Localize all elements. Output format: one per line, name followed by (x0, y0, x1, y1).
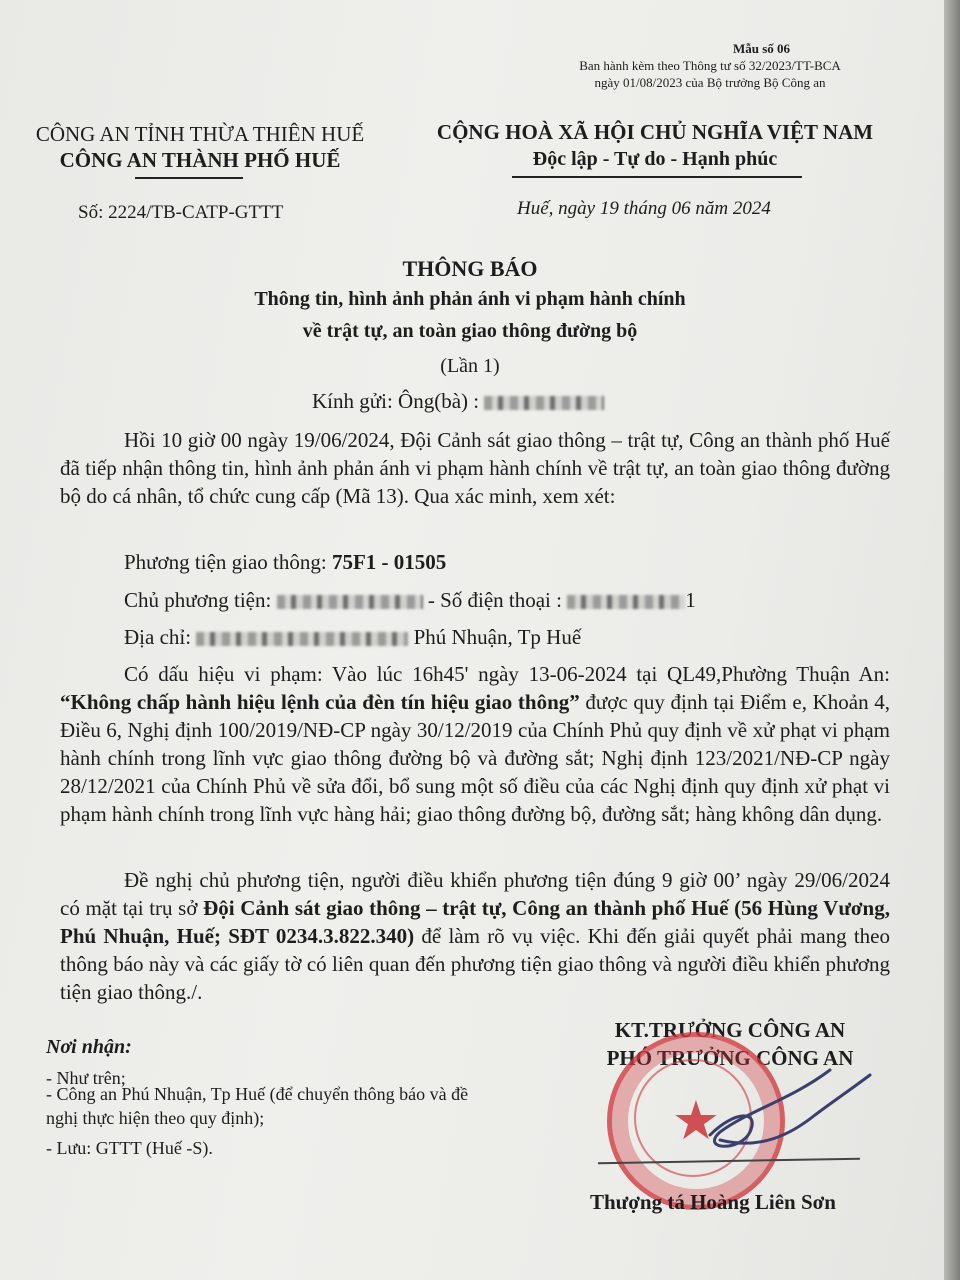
motto-underline (512, 176, 802, 178)
form-reference (560, 40, 860, 91)
handwritten-signature-icon (600, 1040, 900, 1190)
vehicle-label: Phương tiện giao thông: (124, 550, 327, 574)
form-ref-line-1: Ban hành kèm theo Thông tư số 32/2023/TT-BCA (579, 58, 841, 73)
request-text-2: để làm rõ vụ việc. Khi đến giải quyết phải mang theo thông báo này và các giấy tờ có liên quan đến phương tiện giao thông và người điều khiển phương tiện giao thông./. (60, 924, 891, 1004)
recipient-item: - Như trên; (46, 1068, 126, 1088)
violation-paragraph (60, 660, 890, 828)
recipient-item: - Công an Phú Nhuận, Tp Huế (để chuyển thông báo và đề nghị thực hiện theo quy định); (46, 1084, 469, 1128)
redacted-owner (277, 595, 423, 609)
phone-tail: 1 (685, 588, 696, 612)
violation-quote: “Không chấp hành hiệu lệnh của đèn tín hiệu giao thông” (60, 690, 580, 714)
document-number: Số: 2224/TB-CATP-GTTT (78, 202, 284, 223)
violation-text-2: được quy định tại Điểm e, Khoản 4, Điều 6, Nghị định 100/2019/NĐ-CP ngày 30/12/2019 của Chính Phủ quy định về xử phạt vi phạm hành chính trong lĩnh vực giao thông đường bộ và đường sắt; Nghị định 123/2021/NĐ-CP ngày 28/12/2021 của Chính Phủ về sửa đổi, bổ sung một số điều của các Nghị định quy định xử phạt vi phạm hành chính trong lĩnh vực hàng hải; giao thông đường bộ, đường sắt; hàng không dân dụng. (60, 690, 890, 826)
violation-text-1: Có dấu hiệu vi phạm: Vào lúc 16h45' ngày 13-06-2024 tại QL49,Phường Thuận An: (124, 662, 890, 686)
form-ref-line-2: ngày 01/08/2023 của Bộ trưởng Bộ Công an (594, 75, 826, 90)
nation-motto: Độc lập - Tự do - Hạnh phúc (532, 148, 778, 170)
recipient-line (312, 389, 604, 414)
request-location: Đội Cảnh sát giao thông – trật tự, Công an thành phố Huế (56 Hùng Vương, Phú Nhuận, Huế; SĐT 0234.3.822.340) (60, 896, 890, 948)
org-parent: CÔNG AN TỈNH THỪA THIÊN HUẾ (35, 122, 365, 146)
recipients-heading: Nơi nhận: (46, 1036, 132, 1058)
vehicle-plate: 75F1 - 01505 (331, 550, 447, 574)
request-text-1: Đề nghị chủ phương tiện, người điều khiển phương tiện đúng 9 giờ 00’ ngày 29/06/2024 có mặt tại trụ sở (60, 868, 890, 920)
notice-round: (Lần 1) (440, 355, 500, 377)
nation-title: CỘNG HOÀ XÃ HỘI CHỦ NGHĨA VIỆT NAM (436, 120, 874, 144)
redacted-address (196, 632, 408, 646)
seal-star-icon: ★ (671, 1091, 721, 1151)
signature-title-2: PHÓ TRƯỞNG CÔNG AN (606, 1046, 854, 1070)
redacted-phone (567, 595, 685, 609)
address-line (124, 625, 581, 650)
document-subtitle-2: về trật tự, an toàn giao thông đường bộ (302, 320, 638, 342)
org-name: CÔNG AN THÀNH PHỐ HUẾ (59, 148, 341, 172)
address-label: Địa chỉ: (124, 625, 192, 649)
vehicle-line (124, 550, 446, 575)
intro-paragraph: Hồi 10 giờ 00 ngày 19/06/2024, Đội Cảnh sát giao thông – trật tự, Công an thành phố Huế đã tiếp nhận thông tin, hình ảnh phản ánh vi phạm hành chính về trật tự, an toàn giao thông đường bộ do cá nhân, tổ chức cung cấp (Mã 13). Qua xác minh, xem xét: (60, 428, 890, 508)
owner-line (124, 588, 696, 613)
org-underline (135, 177, 243, 179)
owner-label: Chủ phương tiện: (124, 588, 272, 612)
recipient-label: Kính gửi: Ông(bà) : (312, 389, 480, 413)
document-subtitle-1: Thông tin, hình ảnh phản ánh vi phạm hành chính (254, 288, 686, 310)
document-title: THÔNG BÁO (402, 256, 538, 281)
signer-name: Thượng tá Hoàng Liên Sơn (590, 1190, 836, 1214)
signature-title-1: KT.TRƯỞNG CÔNG AN (614, 1018, 846, 1042)
place-date: Huế, ngày 19 tháng 06 năm 2024 (517, 198, 771, 219)
redacted-recipient (484, 396, 604, 410)
request-paragraph (60, 866, 890, 1006)
address-tail: Phú Nhuận, Tp Huế (413, 625, 582, 649)
page-edge (944, 0, 960, 1280)
form-number: Mẫu số 06 (732, 41, 790, 56)
phone-label: - Số điện thoại : (427, 588, 562, 612)
recipient-item: - Lưu: GTTT (Huế -S). (46, 1138, 213, 1158)
